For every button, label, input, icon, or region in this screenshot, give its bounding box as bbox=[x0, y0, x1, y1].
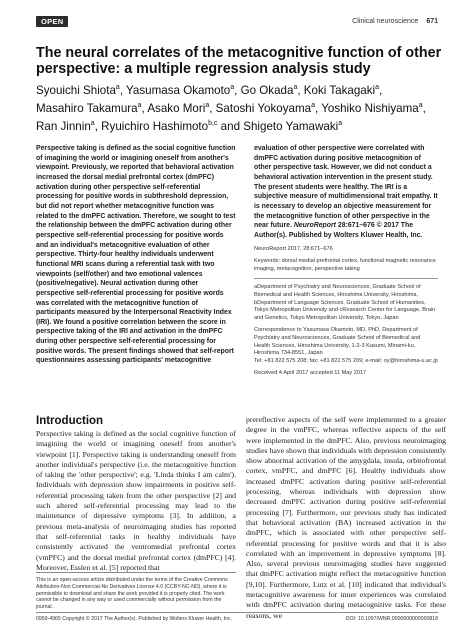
section-heading-introduction: Introduction bbox=[36, 415, 104, 427]
author-list bbox=[36, 80, 444, 134]
article-title: The neural correlates of the metacognitive function of other perspective: a multiple regression analysis study bbox=[36, 45, 442, 77]
intro-text-right: prereflective aspects of the self were implemented to a greater degree in the vmPFC, whereas reflective aspects of the self were implemented in the dmPFC. Also, previous neuroimaging studies have shown that individuals with depression consistently show abnormal activation of the amygdala, insula, orbitofrontal cortex, vmPFC, and dmPFC [6]. Healthy individuals show increased dmPFC activation during positive self-referential processing, whereas individuals with depression show decreased dmPFC activation during positive self-referential processing [7]. Furthermore, our previous study has indicated that behavioral activation (BA) increased activation in the dmPFC, which is associated with other perspective self-referential processing for positive words and that it is also correlated with an improvement in depressive symptoms [8]. Also, several previous neuroimaging studies have suggested that dmPFC activation might reflect the metacognitive function [9,10]. Furthermore, Lutz et al. [10] indicated that individual's metacognitive awareness for inner experiences was correlated with dmPFC activation during metacognitive tasks. For these reasons, we bbox=[246, 415, 446, 620]
abstract-text-left: Perspective taking is defined as the social cognitive function of imagining the world or imagining oneself from another's viewpoint. Previously, we reported that behavioral activation increased the dorsal medial prefrontal cortex (dmPFC) activation during other perspective self-referential processing for positive words in subthreshold depression, but did not report whether metacognitive function was related to the dmPFC activation. Therefore, we sought to test the relationship between the dmPFC activation during other perspective self-referential processing for positive words and an individual's metacognitive evaluation of other perspective. Thirty-four healthy individuals underwent functional MRI scans during a referential task with two viewpoints (self/other) and two emotional valences (positive/negative). Neural activation during other perspective self-referential processing for positive words was correlated with the metacognitive function of participants measured by the Interpersonal Reactivity Index (IRI). We found a positive correlation between the score in perspective taking of the IRI and activation in the dmPFC during other perspective self-referential processing for positive words. The present findings showed that self-report questionnaires assessing participants' metacognitive bbox=[36, 145, 236, 365]
abstract-column-right bbox=[242, 140, 438, 415]
correspondence: Correspondence to Yasumasa Okamoto, MD, PhD, Department of Psychiatry and Neurosciences, Graduate School of Biomedical and Health Sciences, Hiroshima University, 1-2-3 Kasumi, Minami-ku, Hiroshima 734-8551, Japan Tel: +81 822 575 208; fax: +81 822 575 209; e-mail: oy@hiroshima-u.ac.jp bbox=[254, 327, 438, 364]
author-line-1: Syouichi Shiota$^a$, Yasumasa Okamoto$^a$, Go Okada$^a$, Koki Takagaki$^a$, bbox=[36, 83, 383, 97]
affiliations: aDepartment of Psychiatry and Neurosciences, Graduate School of Biomedical and Health Sciences, Hiroshima University, Hiroshima, bDepartment of Language Sciences, Graduate School of Humanities, Tokyo Metropolitan University and cResearch Center for Language, Brain and Genetics, Tokyo Metropolitan University, Tokyo, Japan bbox=[254, 284, 436, 321]
doi-text: DOI: 10.1097/WNR.0000000000000818 bbox=[345, 616, 438, 622]
citation-text: 28:671–676 © 2017 The Author(s). Published by Wolters Kluwer Health, Inc. bbox=[254, 222, 423, 239]
copyright-text: 0959-4965 Copyright © 2017 The Author(s). Published by Wolters Kluwer Health, Inc. bbox=[36, 616, 232, 622]
body-column-right bbox=[246, 415, 446, 621]
journal-reference: NeuroReport 2017, 28:671–676 bbox=[254, 245, 333, 252]
abstract-section bbox=[36, 140, 438, 415]
divider bbox=[254, 278, 438, 279]
journal-section: Clinical neuroscience bbox=[352, 17, 419, 25]
body-column-left bbox=[36, 415, 236, 573]
received-dates: Received 4 April 2017 accepted 11 May 2017 bbox=[254, 370, 367, 377]
abstract-text-right: evaluation of other perspective were correlated with dmPFC activation during positive metacognition of other perspective task. However, we did not conduct a behavioral activation intervention in the present study. The present students were healthy. The IRI is a subjective measure of multidimensional trait empathy. It is necessary to develop an objective measurement for the metacognitive function of other perspective in the near future. NeuroReport 28:671–676 © 2017 The Author(s). Published by Wolters Kluwer Health, Inc. bbox=[254, 145, 438, 239]
author-line-3: Ran Jinnin$^a$, Ryuichiro Hashimoto$^{b,c}$ and Shigeto Yamawaki$^a$ bbox=[36, 119, 343, 133]
keywords: Keywords: dorsal medial prefrontal cortex, functional magnetic resonance imaging, metacognition, perspective taking bbox=[254, 258, 436, 272]
open-access-badge: OPEN bbox=[36, 16, 68, 27]
journal-meta bbox=[352, 18, 438, 25]
intro-text-left: Perspective taking is defined as the social cognitive function of imagining the world or imagining oneself from another's viewpoint [1]. Perspective taking is understanding oneself from another individual's perspective (i.e. the metacognitive function of taking the 'other perspective'; e.g. 'Linda thinks I am calm'). Individuals with depression show impairments in positive self-referential processing taken from the other perspective [2] and such altered self-referential processing may lead to the maintenance of depressive symptoms [3]. In addition, a previous meta-analysis of neuroimaging studies has reported that self-referential tasks in healthy individuals have consistently activated the ventromedial prefrontal cortex (vmPFC) and the dorsal medial prefrontal cortex (dmPFC) [4]. Moreover, Esslen et al. [5] reported that bbox=[36, 429, 236, 572]
citation-journal: NeuroReport bbox=[293, 222, 336, 230]
license-footnote: This is an open-access article distributed under the terms of the Creative Commons Attribution-Non Commercial-No Derivatives License 4.0 (CCBY-NC-ND), where it is permissible to download and share the work provided it is properly cited. The work cannot be changed in any way or used commercially without permission from the journal. bbox=[36, 572, 236, 611]
page-number: 671 bbox=[426, 17, 438, 25]
author-line-2: Masahiro Takamura$^a$, Asako Mori$^a$, Satoshi Yokoyama$^a$, Yoshiko Nishiyama$^a$, bbox=[36, 101, 426, 115]
page-footer bbox=[36, 612, 438, 622]
page-header bbox=[36, 14, 438, 28]
